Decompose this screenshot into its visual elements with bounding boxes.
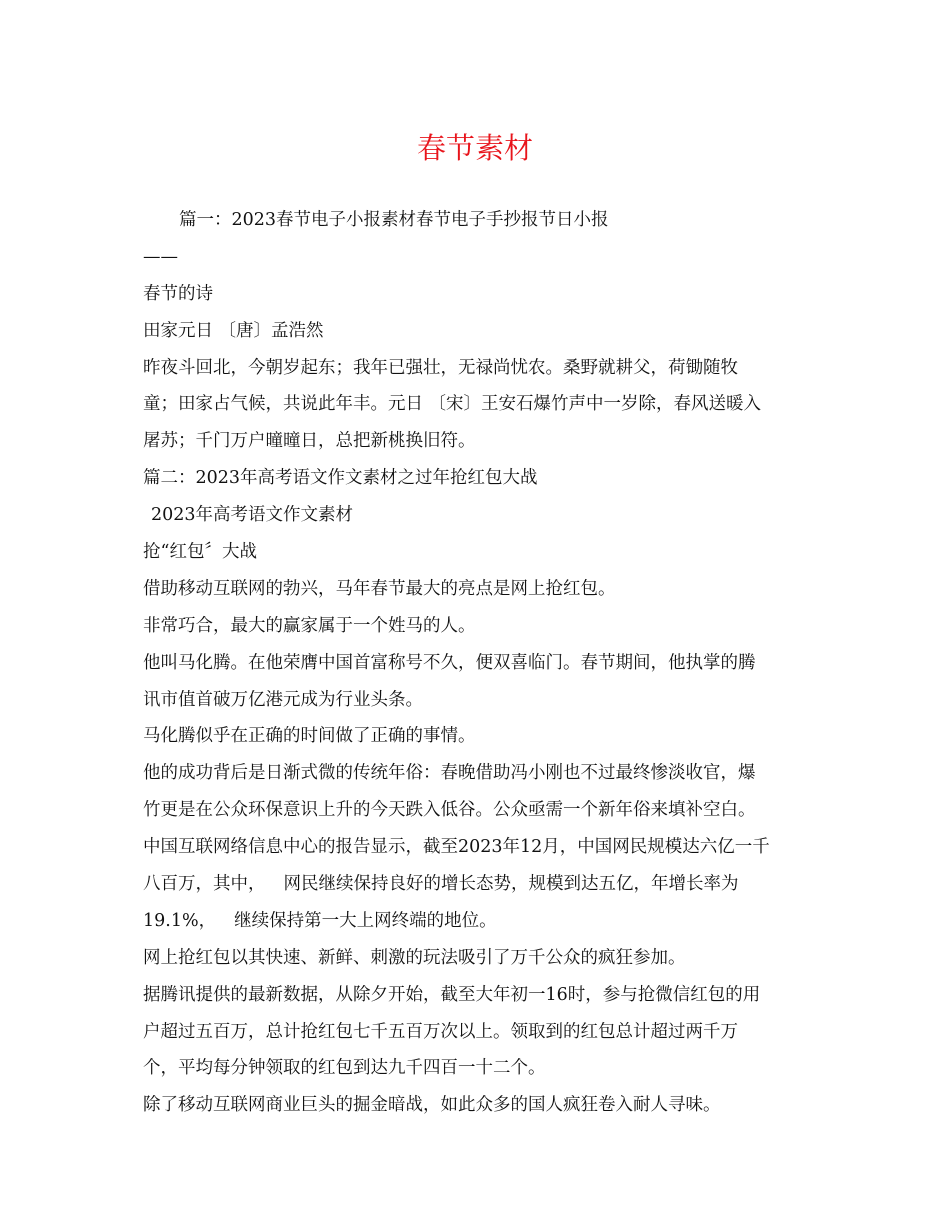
- paragraph-line: 昨夜斗回北，今朝岁起东；我年已强壮，无禄尚忧农。桑野就耕父，荷锄随牧: [143, 357, 738, 378]
- paragraph-line: [143, 866, 823, 903]
- paragraph-line: 非常巧合，最大的赢家属于一个姓马的人。: [143, 615, 476, 636]
- document-body: [143, 202, 823, 1124]
- paragraph-line: 童；田家占气候，共说此年丰。元日 〔宋〕王安石爆竹声中一岁除，春风送暖入: [143, 394, 762, 415]
- paragraph-line: 据腾讯提供的最新数据，从除夕开始，截至大年初一16时，参与抢微信红包的用: [143, 984, 761, 1005]
- section-heading-1: 篇一：2023春节电子小报素材春节电子手抄报节日小报: [179, 210, 609, 230]
- paragraph-line: 户超过五百万，总计抢红包七千五百万次以上。领取到的红包总计超过两千万: [143, 1021, 738, 1042]
- paragraph-line: 个，平均每分钟领取的红包到达九千四百一十二个。: [143, 1058, 546, 1079]
- line-segment: 网民继续保持良好的增长态势，规模到达五亿，年增长率为: [283, 874, 739, 895]
- paragraph-line: 屠苏；千门万户曈曈日，总把新桃换旧符。: [143, 431, 476, 452]
- poem-title: 田家元日 〔唐〕孟浩然: [143, 320, 324, 341]
- paragraph-line: 中国互联网络信息中心的报告显示，截至2023年12月，中国网民规模达六亿一千: [143, 837, 770, 858]
- paragraph-line: 他叫马化腾。在他荣膺中国首富称号不久，便双喜临门。春节期间，他执掌的腾: [143, 652, 756, 673]
- paragraph-line: 借助移动互联网的勃兴，马年春节最大的亮点是网上抢红包。: [143, 578, 616, 599]
- paragraph-line: 他的成功背后是日渐式微的传统年俗：春晚借助冯小刚也不过最终惨淡收官，爆: [143, 763, 756, 784]
- subheading: 2023年高考语文作文素材: [151, 505, 354, 526]
- subheading: 抢“红包〞大战: [143, 542, 257, 563]
- paragraph-line: 讯市值首破万亿港元成为行业头条。: [143, 689, 423, 710]
- section-heading-2: 篇二：2023年高考语文作文素材之过年抢红包大战: [143, 468, 538, 489]
- line-segment: 继续保持第一大上网终端的地位。: [234, 910, 497, 931]
- dash-separator: ——: [143, 246, 178, 267]
- paragraph-line: 除了移动互联网商业巨头的掘金暗战，如此众多的国人疯狂卷入耐人寻味。: [143, 1095, 721, 1116]
- paragraph-line: [143, 903, 823, 940]
- paragraph-line: 竹更是在公众环保意识上升的今天跌入低谷。公众亟需一个新年俗来填补空白。: [143, 800, 756, 821]
- paragraph-line: 马化腾似乎在正确的时间做了正确的事情。: [143, 726, 476, 747]
- paragraph-line: 春节的诗: [143, 283, 213, 304]
- page-title: 春节素材: [416, 131, 533, 165]
- paragraph-line: 网上抢红包以其快速、新鲜、刺激的玩法吸引了万千公众的疯狂参加。: [143, 947, 686, 968]
- line-segment: 19.1%，: [143, 910, 217, 931]
- line-segment: 八百万，其中，: [143, 874, 266, 895]
